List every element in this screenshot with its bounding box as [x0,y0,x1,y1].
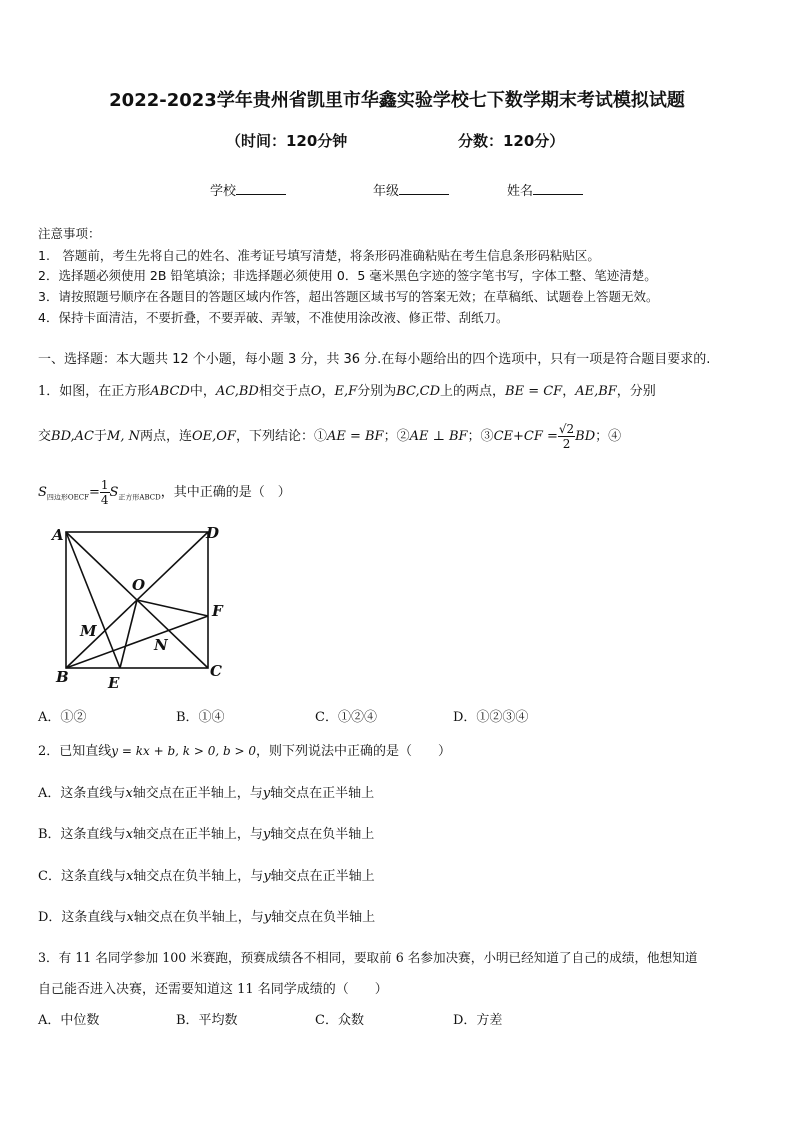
label-b: B [56,668,69,686]
square-geometry-figure [44,520,234,692]
q1-option-a[interactable]: A．①② [38,710,87,725]
grade-field[interactable]: 年级 [373,180,449,199]
q2-option-d[interactable]: D．这条直线与x轴交点在负半轴上，与y轴交点在负半轴上 [38,910,376,925]
q3-option-b[interactable]: B．平均数 [176,1013,238,1028]
section-heading: 一、选择题：本大题共 12 个小题，每小题 3 分，共 36 分.在每小题给出的四个选项中，只有一项是符合题目要求的. [38,352,711,367]
q1-line1: 1．如图，在正方形ABCD中，AC,BD相交于点O，E,F分别为BC,CD上的两点，BE = CF，AE,BF，分别 [38,384,656,399]
notice-item: 1. 答题前，考生先将自己的姓名、准考证号填写清楚，将条形码准确粘贴在考生信息条形码粘贴区。 [38,248,600,263]
segment-oe [120,600,137,668]
notice-item: 2．选择题必须使用 2B 铅笔填涂；非选择题必须使用 0．5 毫米黑色字迹的签字笔书写，字体工整、笔迹清楚。 [38,268,657,283]
q1-line3: $S_{四边形OECF}=$ $\frac{1}{4}$ $S_{正方形ABCD}$，其中正确的是（ ） [38,478,291,507]
label-a: A [52,526,64,544]
q1-options [38,706,758,724]
notice-item: 3．请按照题号顺序在各题目的答题区域内作答，超出答题区域书写的答案无效；在草稿纸、试题卷上答题无效。 [38,289,659,304]
q1-line2: 交BD,AC于M, N两点，连OE,OF，下列结论：①AE = BF；②AE ⊥ BF；③CE+CF = $\frac{√2}{2}$ BD；④ [38,422,622,451]
label-m: M [80,622,97,640]
q3-option-a[interactable]: A．中位数 [38,1013,100,1028]
q2-option-a[interactable]: A．这条直线与x轴交点在正半轴上，与y轴交点在正半轴上 [38,786,375,801]
q3-option-d[interactable]: D．方差 [453,1013,503,1028]
exam-time: （时间：120分钟 [226,132,348,150]
exam-score: 分数：120分） [458,132,565,150]
label-e: E [108,674,120,692]
q1-option-d[interactable]: D．①②③④ [453,710,529,725]
q2-stem: 2．已知直线y = kx + b, k > 0, b > 0，则下列说法中正确的是（ ） [38,744,452,759]
page-title: 2022-2023学年贵州省凯里市华鑫实验学校七下数学期末考试模拟试题 [109,90,685,111]
label-o: O [132,576,146,594]
q3-options [38,1009,758,1027]
label-f: F [212,602,223,620]
label-c: C [210,662,222,680]
q1-option-b[interactable]: B．①④ [176,710,225,725]
notice-heading: 注意事项： [38,226,101,241]
segment-of [137,600,208,616]
q3-stem-line2: 自己能否进入决赛，还需要知道这 11 名同学成绩的（ ） [38,982,388,997]
q1-option-c[interactable]: C．①②④ [315,710,377,725]
name-field[interactable]: 姓名 [507,180,583,199]
q3-stem-line1: 3．有 11 名同学参加 100 米赛跑，预赛成绩各不相同，要取前 6 名参加决赛，小明已经知道了自己的成绩，他想知道 [38,950,698,965]
q2-option-b[interactable]: B．这条直线与x轴交点在正半轴上，与y轴交点在负半轴上 [38,827,375,842]
label-d: D [206,524,220,542]
segment-ae [66,532,120,668]
q2-option-c[interactable]: C．这条直线与x轴交点在负半轴上，与y轴交点在正半轴上 [38,869,375,884]
q3-option-c[interactable]: C．众数 [315,1013,364,1028]
school-field[interactable]: 学校 [210,180,286,199]
label-n: N [154,636,168,654]
student-info-fields [0,180,794,200]
notice-item: 4．保持卡面清洁，不要折叠，不要弄破、弄皱，不准使用涂改液、修正带、刮纸刀。 [38,310,509,325]
